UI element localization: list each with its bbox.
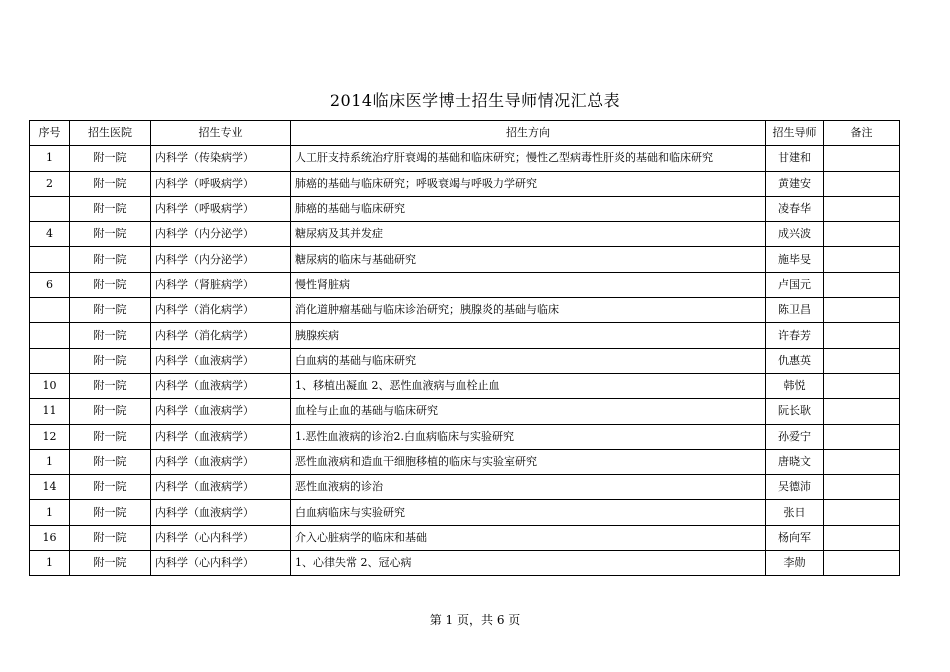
cell-advisor: 仇惠英 — [766, 348, 824, 373]
cell-seq — [30, 247, 70, 272]
cell-seq — [30, 323, 70, 348]
table-row — [30, 399, 900, 424]
cell-major: 内科学（心内科学） — [151, 551, 291, 576]
header-remark: 备注 — [824, 121, 900, 146]
cell-hospital: 附一院 — [70, 449, 151, 474]
cell-direction: 恶性血液病的诊治 — [291, 475, 766, 500]
cell-direction: 糖尿病及其并发症 — [291, 222, 766, 247]
cell-hospital: 附一院 — [70, 146, 151, 171]
cell-remark — [824, 323, 900, 348]
header-row — [30, 121, 900, 146]
cell-hospital: 附一院 — [70, 298, 151, 323]
cell-direction: 1、心律失常 2、冠心病 — [291, 551, 766, 576]
table-row — [30, 551, 900, 576]
page-title: 2014临床医学博士招生导师情况汇总表 — [329, 91, 621, 110]
cell-direction: 1.恶性血液病的诊治2.白血病临床与实验研究 — [291, 424, 766, 449]
cell-major: 内科学（呼吸病学） — [151, 196, 291, 221]
cell-major: 内科学（消化病学） — [151, 298, 291, 323]
cell-remark — [824, 298, 900, 323]
header-direction: 招生方向 — [291, 121, 766, 146]
cell-remark — [824, 399, 900, 424]
cell-direction: 恶性血液病和造血干细胞移植的临床与实验室研究 — [291, 449, 766, 474]
cell-hospital: 附一院 — [70, 373, 151, 398]
cell-advisor: 李勋 — [766, 551, 824, 576]
cell-hospital: 附一院 — [70, 348, 151, 373]
cell-hospital: 附一院 — [70, 551, 151, 576]
cell-hospital: 附一院 — [70, 247, 151, 272]
cell-seq: 1 — [30, 551, 70, 576]
table-row — [30, 146, 900, 171]
cell-advisor: 阮长耿 — [766, 399, 824, 424]
cell-remark — [824, 475, 900, 500]
cell-major: 内科学（传染病学） — [151, 146, 291, 171]
cell-major: 内科学（血液病学） — [151, 373, 291, 398]
cell-remark — [824, 449, 900, 474]
table-row — [30, 373, 900, 398]
summary-table — [29, 120, 900, 576]
cell-advisor: 成兴波 — [766, 222, 824, 247]
cell-seq: 16 — [30, 525, 70, 550]
cell-direction: 白血病临床与实验研究 — [291, 500, 766, 525]
cell-advisor: 韩悦 — [766, 373, 824, 398]
cell-seq: 2 — [30, 171, 70, 196]
cell-hospital: 附一院 — [70, 525, 151, 550]
cell-seq: 10 — [30, 373, 70, 398]
cell-seq: 4 — [30, 222, 70, 247]
cell-seq — [30, 298, 70, 323]
table-row — [30, 424, 900, 449]
cell-remark — [824, 247, 900, 272]
table-row — [30, 475, 900, 500]
cell-major: 内科学（肾脏病学） — [151, 272, 291, 297]
cell-remark — [824, 551, 900, 576]
cell-major: 内科学（血液病学） — [151, 475, 291, 500]
cell-direction: 血栓与止血的基础与临床研究 — [291, 399, 766, 424]
cell-hospital: 附一院 — [70, 424, 151, 449]
cell-direction: 肺癌的基础与临床研究；呼吸衰竭与呼吸力学研究 — [291, 171, 766, 196]
cell-seq — [30, 348, 70, 373]
cell-seq: 11 — [30, 399, 70, 424]
cell-direction: 慢性肾脏病 — [291, 272, 766, 297]
header-major: 招生专业 — [151, 121, 291, 146]
cell-advisor: 施毕旻 — [766, 247, 824, 272]
cell-seq: 1 — [30, 449, 70, 474]
cell-remark — [824, 171, 900, 196]
table-row — [30, 323, 900, 348]
cell-hospital: 附一院 — [70, 399, 151, 424]
table-row — [30, 196, 900, 221]
cell-seq: 14 — [30, 475, 70, 500]
cell-remark — [824, 525, 900, 550]
cell-advisor: 陈卫昌 — [766, 298, 824, 323]
table-row — [30, 525, 900, 550]
cell-advisor: 唐晓文 — [766, 449, 824, 474]
header-advisor: 招生导师 — [766, 121, 824, 146]
cell-direction: 胰腺疾病 — [291, 323, 766, 348]
header-hospital: 招生医院 — [70, 121, 151, 146]
cell-advisor: 卢国元 — [766, 272, 824, 297]
table-row — [30, 500, 900, 525]
cell-major: 内科学（血液病学） — [151, 424, 291, 449]
table-row — [30, 298, 900, 323]
cell-hospital: 附一院 — [70, 475, 151, 500]
table-row — [30, 222, 900, 247]
cell-advisor: 甘建和 — [766, 146, 824, 171]
cell-major: 内科学（心内科学） — [151, 525, 291, 550]
cell-major: 内科学（血液病学） — [151, 348, 291, 373]
cell-remark — [824, 348, 900, 373]
cell-direction: 人工肝支持系统治疗肝衰竭的基础和临床研究；慢性乙型病毒性肝炎的基础和临床研究 — [291, 146, 766, 171]
cell-seq: 1 — [30, 146, 70, 171]
cell-remark — [824, 373, 900, 398]
cell-major: 内科学（血液病学） — [151, 399, 291, 424]
cell-major: 内科学（血液病学） — [151, 449, 291, 474]
table-body — [30, 146, 900, 576]
cell-remark — [824, 196, 900, 221]
cell-direction: 消化道肿瘤基础与临床诊治研究；胰腺炎的基础与临床 — [291, 298, 766, 323]
cell-hospital: 附一院 — [70, 171, 151, 196]
cell-advisor: 孙爱宁 — [766, 424, 824, 449]
cell-advisor: 吴德沛 — [766, 475, 824, 500]
cell-hospital: 附一院 — [70, 323, 151, 348]
cell-remark — [824, 272, 900, 297]
table-row — [30, 247, 900, 272]
cell-major: 内科学（内分泌学） — [151, 222, 291, 247]
header-seq: 序号 — [30, 121, 70, 146]
table-row — [30, 449, 900, 474]
cell-seq: 12 — [30, 424, 70, 449]
cell-remark — [824, 500, 900, 525]
cell-advisor: 凌春华 — [766, 196, 824, 221]
cell-seq: 6 — [30, 272, 70, 297]
cell-seq — [30, 196, 70, 221]
cell-direction: 糖尿病的临床与基础研究 — [291, 247, 766, 272]
cell-remark — [824, 424, 900, 449]
cell-direction: 介入心脏病学的临床和基础 — [291, 525, 766, 550]
cell-advisor: 杨向军 — [766, 525, 824, 550]
cell-advisor: 张日 — [766, 500, 824, 525]
table-row — [30, 171, 900, 196]
cell-hospital: 附一院 — [70, 222, 151, 247]
cell-remark — [824, 222, 900, 247]
table-row — [30, 272, 900, 297]
cell-major: 内科学（消化病学） — [151, 323, 291, 348]
cell-direction: 1、移植出凝血 2、恶性血液病与血栓止血 — [291, 373, 766, 398]
cell-advisor: 黄建安 — [766, 171, 824, 196]
cell-major: 内科学（内分泌学） — [151, 247, 291, 272]
page-footer: 第 1 页，共 6 页 — [429, 613, 521, 627]
cell-hospital: 附一院 — [70, 500, 151, 525]
cell-hospital: 附一院 — [70, 272, 151, 297]
table-row — [30, 348, 900, 373]
cell-advisor: 许春芳 — [766, 323, 824, 348]
cell-major: 内科学（呼吸病学） — [151, 171, 291, 196]
cell-major: 内科学（血液病学） — [151, 500, 291, 525]
cell-remark — [824, 146, 900, 171]
cell-direction: 白血病的基础与临床研究 — [291, 348, 766, 373]
cell-seq: 1 — [30, 500, 70, 525]
cell-direction: 肺癌的基础与临床研究 — [291, 196, 766, 221]
cell-hospital: 附一院 — [70, 196, 151, 221]
